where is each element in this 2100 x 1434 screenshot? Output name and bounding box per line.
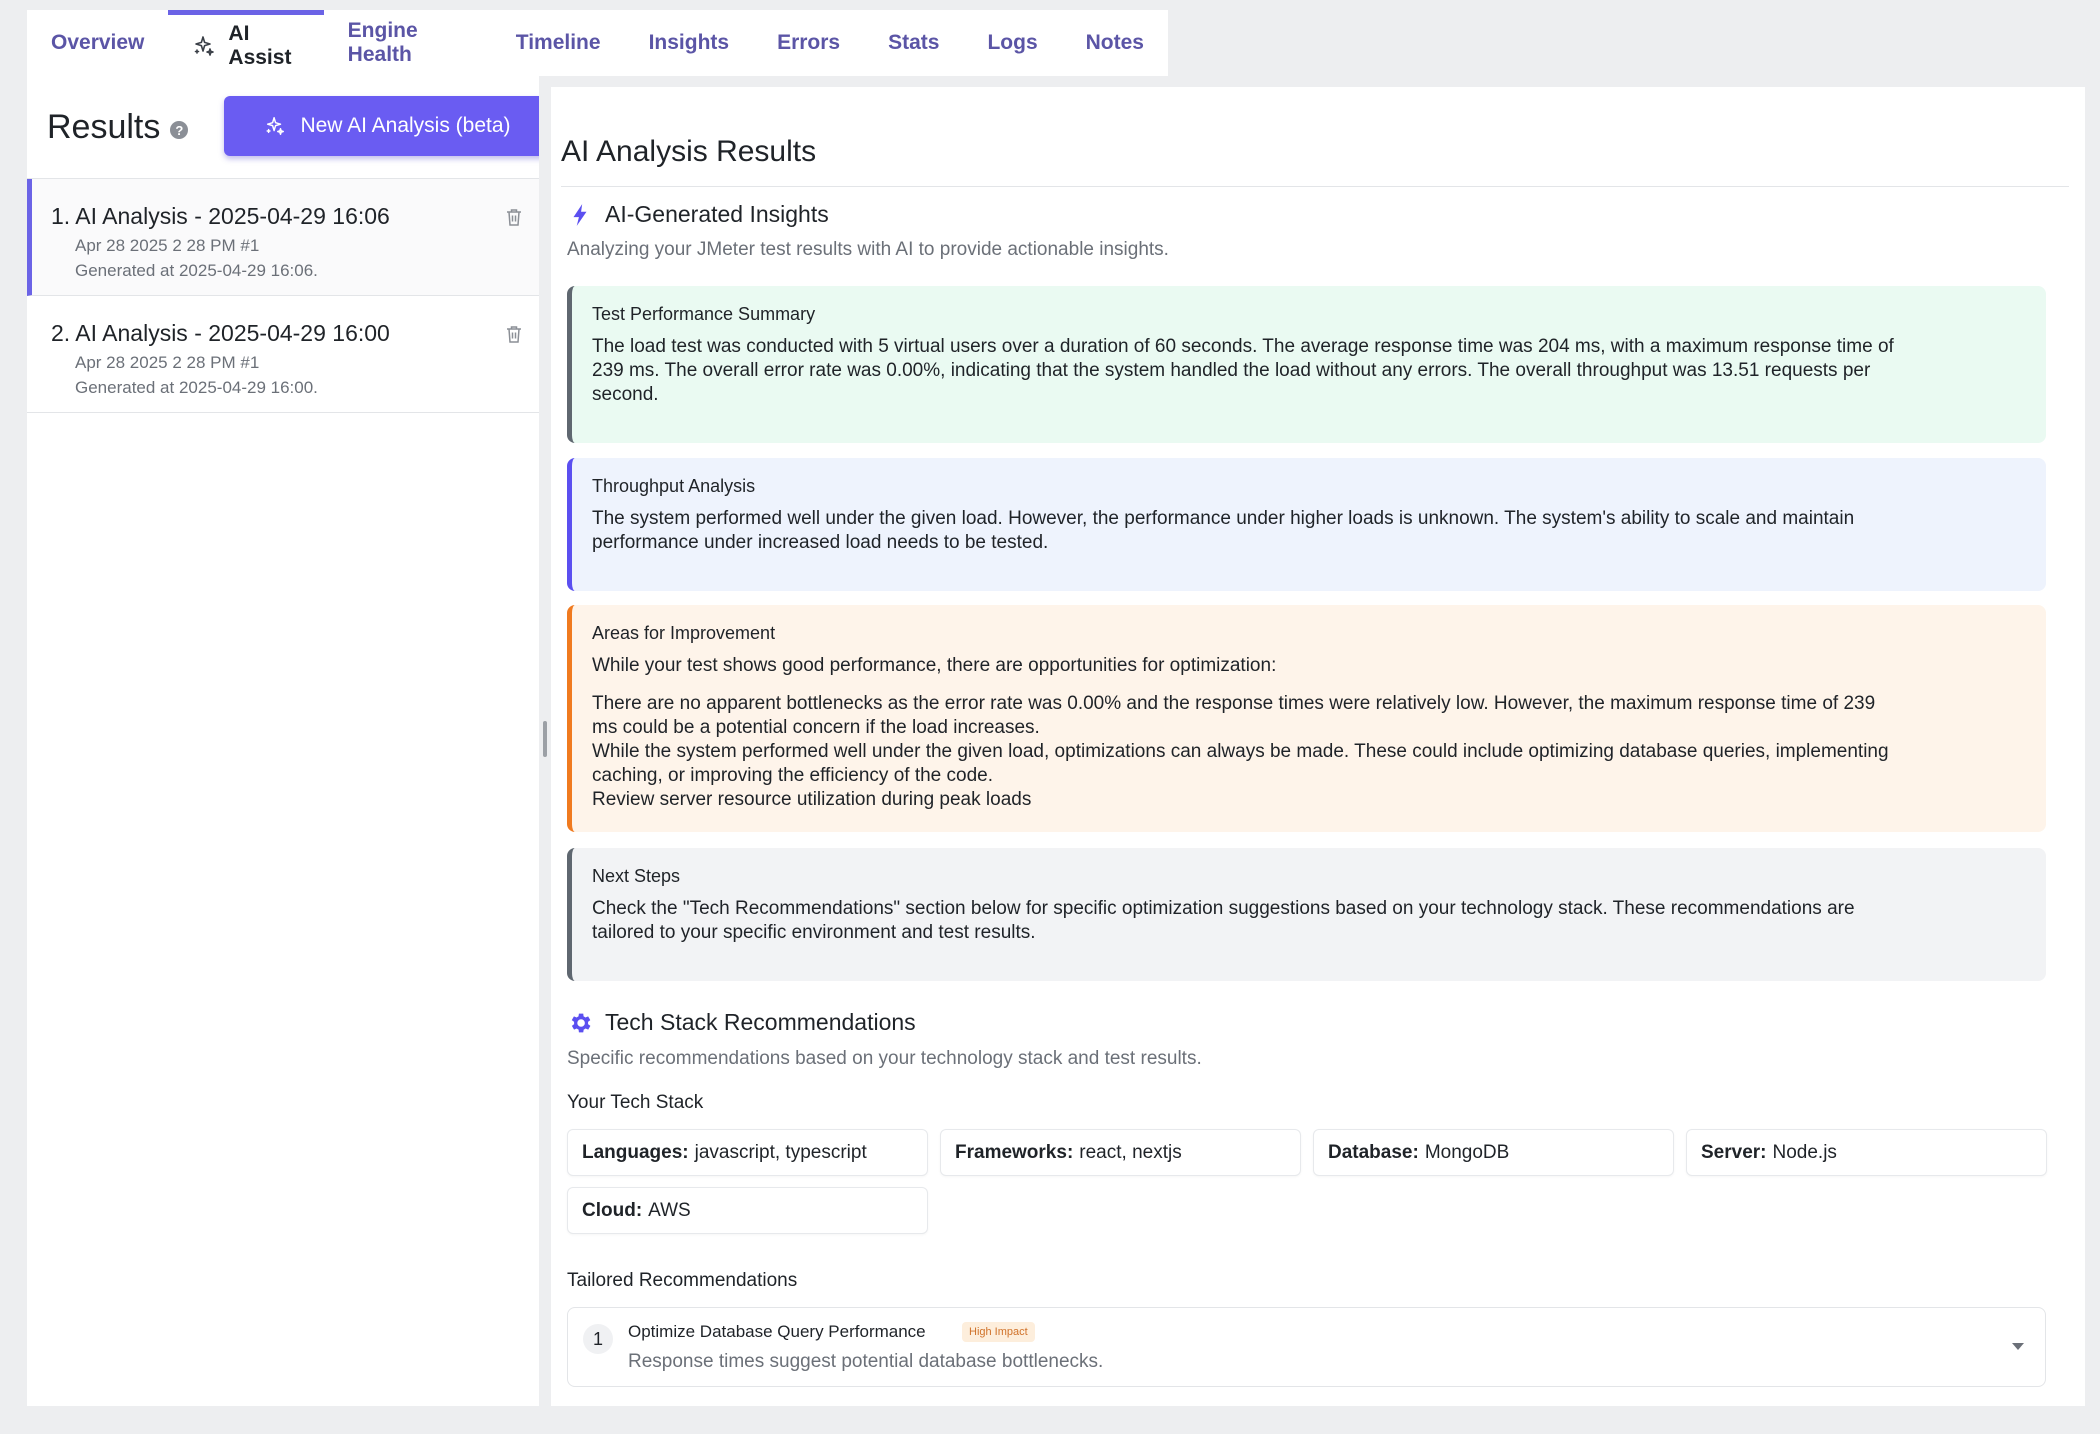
chip-value: AWS <box>648 1199 691 1221</box>
tech-heading-label: Tech Stack Recommendations <box>605 1009 916 1035</box>
recommendation-title: Optimize Database Query Performance <box>628 1322 926 1341</box>
insights-description: Analyzing your JMeter test results with AI to provide actionable insights. <box>567 239 1169 260</box>
card-line: The system performed well under the given load. However, the performance under higher loads is unknown. The system's ability to scale and maintain <box>592 508 1855 529</box>
sparkles-icon <box>192 34 216 58</box>
tech-chip-cloud <box>567 1187 928 1234</box>
tech-chip-languages <box>567 1129 928 1176</box>
card-line: The load test was conducted with 5 virtual users over a duration of 60 seconds. The average response time was 204 ms, with a maximum response time of <box>592 336 1894 357</box>
tab-label: Notes <box>1085 31 1144 54</box>
card-title: Next Steps <box>592 866 681 886</box>
tab-label: Timeline <box>515 31 601 54</box>
chip-key: Frameworks: <box>955 1141 1074 1163</box>
next-steps-card <box>567 848 2046 981</box>
chip-value: javascript, typescript <box>694 1141 867 1163</box>
tech-chip-server <box>1686 1129 2047 1176</box>
card-intro: While your test shows good performance, there are opportunities for optimization: <box>592 655 1277 676</box>
lightning-icon <box>567 202 593 228</box>
help-icon[interactable]: ? <box>170 121 188 139</box>
card-title: Throughput Analysis <box>592 476 756 496</box>
page-title: AI Analysis Results <box>561 135 817 168</box>
tab-engine-health[interactable] <box>324 10 492 76</box>
card-line: Check the "Tech Recommendations" section below for specific optimization suggestions based on your technology stack. These recommendations are <box>592 898 1855 919</box>
tab-timeline[interactable] <box>492 10 625 76</box>
result-generated: Generated at 2025-04-29 16:06. <box>75 261 318 280</box>
tab-overview[interactable] <box>27 10 168 76</box>
tech-chip-database <box>1313 1129 1674 1176</box>
result-subtitle: Apr 28 2025 2 28 PM #1 <box>75 353 260 372</box>
tab-label: Stats <box>888 31 940 54</box>
chip-key: Server: <box>1701 1141 1767 1163</box>
throughput-card <box>567 458 2046 591</box>
card-body <box>592 335 2026 407</box>
new-ai-analysis-button[interactable] <box>224 96 551 156</box>
divider <box>561 186 2069 187</box>
panel-splitter <box>539 76 551 1406</box>
tab-label: AI Assist <box>228 21 292 69</box>
chip-value: Node.js <box>1772 1141 1837 1163</box>
impact-badge: High Impact <box>962 1322 1035 1342</box>
tab-label: Errors <box>777 31 841 54</box>
result-item[interactable] <box>27 296 539 413</box>
result-title: 1. AI Analysis - 2025-04-29 16:06 <box>51 203 390 229</box>
card-line: caching, or improving the efficiency of the code. <box>592 765 993 786</box>
chip-value: react, nextjs <box>1079 1141 1182 1163</box>
card-title: Test Performance Summary <box>592 304 816 324</box>
improvement-card <box>567 605 2046 832</box>
tab-bar <box>27 10 1168 76</box>
recommendation-description: Response times suggest potential database bottlenecks. <box>628 1351 1104 1372</box>
tech-heading <box>567 1009 916 1036</box>
result-title: 2. AI Analysis - 2025-04-29 16:00 <box>51 320 390 346</box>
tab-notes[interactable] <box>1062 10 1168 76</box>
results-list <box>27 178 539 413</box>
tab-ai-assist[interactable] <box>168 10 323 76</box>
results-sidebar <box>27 76 539 1406</box>
card-body <box>592 654 2026 812</box>
result-subtitle: Apr 28 2025 2 28 PM #1 <box>75 236 260 255</box>
tab-label: Engine Health <box>347 19 418 66</box>
results-title: Results <box>47 107 161 146</box>
card-line: tailored to your specific environment and test results. <box>592 922 1036 943</box>
analysis-panel <box>551 87 2085 1406</box>
new-ai-analysis-label: New AI Analysis (beta) <box>300 114 511 137</box>
tab-insights[interactable] <box>625 10 754 76</box>
card-line: There are no apparent bottlenecks as the error rate was 0.00% and the response times were relatively low. However, the maximum response time of 239 <box>592 693 1876 714</box>
card-line: ms could be a potential concern if the load increases. <box>592 717 1040 738</box>
tab-errors[interactable] <box>753 10 864 76</box>
tech-chip-frameworks <box>940 1129 1301 1176</box>
card-line: second. <box>592 384 659 405</box>
trash-icon[interactable] <box>505 207 523 227</box>
chip-value: MongoDB <box>1424 1141 1510 1163</box>
insights-heading <box>567 201 829 228</box>
card-body <box>592 507 2026 555</box>
trash-icon[interactable] <box>505 324 523 344</box>
card-title: Areas for Improvement <box>592 623 776 643</box>
gear-icon <box>567 1010 593 1036</box>
result-item[interactable] <box>27 179 539 296</box>
tab-stats[interactable] <box>864 10 963 76</box>
resize-handle[interactable] <box>543 721 547 757</box>
insights-heading-label: AI-Generated Insights <box>605 201 829 227</box>
chip-key: Cloud: <box>582 1199 643 1221</box>
tech-stack-label: Your Tech Stack <box>567 1092 704 1113</box>
results-header <box>27 76 539 178</box>
recommendation-number: 1 <box>583 1324 613 1354</box>
card-line: performance under increased load needs to be tested. <box>592 532 1049 553</box>
chip-key: Languages: <box>582 1141 689 1163</box>
result-generated: Generated at 2025-04-29 16:00. <box>75 378 318 397</box>
tab-logs[interactable] <box>963 10 1061 76</box>
card-line: Review server resource utilization during peak loads <box>592 789 1032 810</box>
recommendation-card[interactable] <box>567 1307 2046 1387</box>
chevron-down-icon[interactable] <box>2011 1342 2025 1351</box>
card-body <box>592 897 2026 945</box>
tab-label: Overview <box>51 31 145 54</box>
sparkles-icon <box>264 115 286 137</box>
tailored-label: Tailored Recommendations <box>567 1270 798 1291</box>
tech-description: Specific recommendations based on your technology stack and test results. <box>567 1048 1202 1069</box>
tab-label: Insights <box>648 31 730 54</box>
tab-label: Logs <box>987 31 1038 54</box>
card-line: While the system performed well under the given load, optimizations can always be made. These could include optimizing database queries, implementing <box>592 741 1889 762</box>
summary-card <box>567 286 2046 443</box>
card-line: 239 ms. The overall error rate was 0.00%, indicating that the system handled the load without any errors. The overall throughput was 13.51 requests per <box>592 360 1871 381</box>
chip-key: Database: <box>1328 1141 1419 1163</box>
